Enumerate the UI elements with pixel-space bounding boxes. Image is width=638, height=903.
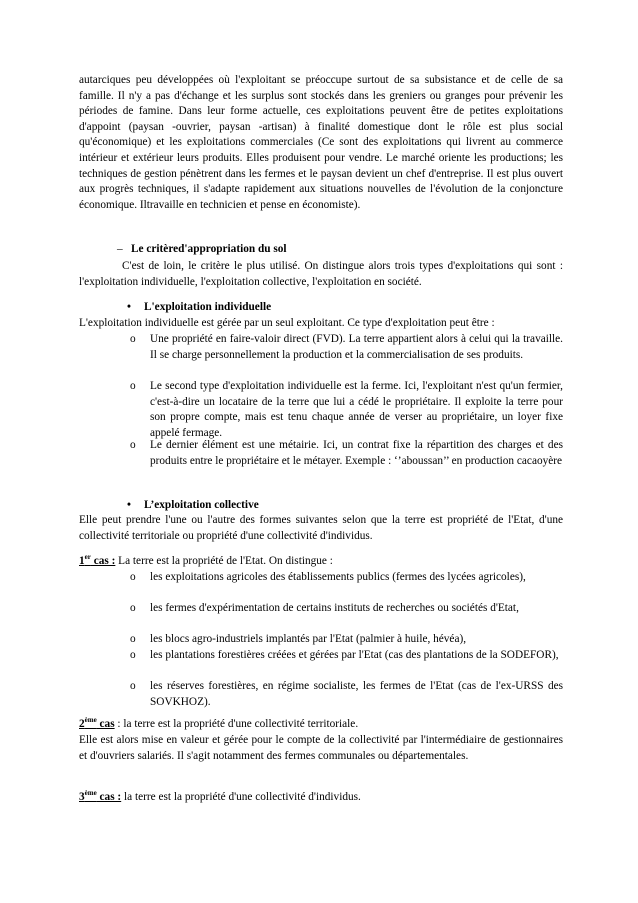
circle-marker: o	[130, 333, 136, 345]
collective-intro	[79, 513, 563, 544]
circle-marker: o	[130, 439, 136, 451]
list-item-text: Le second type d'exploitation individuelle est la ferme. Ici, l'exploitant n'est qu'un fermier, c'est-à-dire un locataire de la terre que lui a cédé le propriétaire. Il exploite la terre pour son propre compte, mais est tenu chaque année de verser au propriétaire, un loyer fixe appelé fermage.	[150, 380, 563, 439]
heading-collective-label: L’exploitation collective	[144, 499, 259, 511]
section-heading-sol-label: Le critèred'appropriation du sol	[131, 243, 287, 255]
heading-individuelle	[127, 300, 271, 316]
sol-text: C'est de loin, le critère le plus utilisé. On distingue alors trois types d'exploitations qui sont : l'exploitation individuelle, l'exploitation collective, l'exploitation en société.	[79, 260, 563, 288]
list-item	[130, 648, 563, 664]
list-item	[130, 438, 563, 469]
list-item	[130, 679, 563, 710]
individuelle-intro-text: L'exploitation individuelle est gérée par un seul exploitant. Ce type d'exploitation peut être :	[79, 317, 495, 329]
list-item	[130, 379, 563, 441]
list-item-text: les exploitations agricoles des établissements publics (fermes des lycées agricoles),	[150, 571, 526, 583]
list-item-text: les plantations forestières créées et gérées par l'Etat (cas des plantations de la SODEFOR),	[150, 649, 559, 661]
bullet-marker: •	[127, 499, 131, 511]
cas2-text: : la terre est la propriété d'une collectivité territoriale.	[114, 718, 359, 730]
cas3-text: la terre est la propriété d'une collectivité d'individus.	[121, 791, 361, 803]
circle-marker: o	[130, 571, 136, 583]
bullet-marker: •	[127, 301, 131, 313]
list-item-text: les fermes d'expérimentation de certains instituts de recherches ou sociétés d'Etat,	[150, 602, 519, 614]
intro-text: autarciques peu développées où l'exploitant se préoccupe surtout de sa subsistance et de celle de sa famille. Il n'y a pas d'échange et les surplus sont stockés dans les greniers ou granges pour prévenir les périodes de famine. Dans leur forme actuelle, ces exploitations peuvent être de petites exploitations d'appoint (paysan -ouvrier, paysan -artisan) à finalité domestique dont le rôle est plus social qu'économique) et les exploitations commerciales (Ce sont des exploitations qui livrent au commerce intérieur et extérieur leurs produits. Elles produisent pour vendre. Le marché oriente les productions; les techniques de gestion pénètrent dans les fermes et le paysan devient un chef d'entreprise. Il est plus ouvert aux progrès techniques, il s'adapte rapidement aux situations nouvelles de l'évolution de la conjoncture économique. Iltravaille en technicien et pense en économiste).	[79, 74, 563, 211]
list-item	[130, 332, 563, 363]
list-item	[130, 632, 563, 648]
sol-paragraph	[79, 259, 563, 290]
cas1-label: 1er cas :	[79, 553, 116, 567]
list-item-text: les réserves forestières, en régime socialiste, les fermes de l'Etat (cas de l'ex-URSS des SOVKHOZ).	[150, 680, 563, 708]
cas3-heading	[79, 790, 563, 806]
circle-marker: o	[130, 680, 136, 692]
circle-marker: o	[130, 602, 136, 614]
individuelle-intro	[79, 316, 563, 332]
cas2-paragraph-text: Elle est alors mise en valeur et gérée pour le compte de la collectivité par l'intermédiaire de gestionnaires et d'ouvriers salariés. Il s'agit notamment des fermes communales ou départementales.	[79, 734, 563, 762]
list-item	[130, 570, 563, 586]
cas3-label: 3ème cas :	[79, 789, 122, 803]
list-item-text: Le dernier élément est une métairie. Ici, un contrat fixe la répartition des charges et des produits entre le propriétaire et le métayer. Exemple : ‘’aboussan’’ en production cacaoyère	[150, 439, 563, 467]
cas2-paragraph	[79, 733, 563, 764]
cas2-label: 2ème cas	[79, 716, 115, 730]
circle-marker: o	[130, 633, 136, 645]
section-heading-sol	[117, 242, 287, 258]
list-item-text: Une propriété en faire-valoir direct (FVD). La terre appartient alors à celui qui la travaille. Il se charge personnellement la production et la commercialisation de ses produits.	[150, 333, 563, 361]
heading-individuelle-label: L'exploitation individuelle	[144, 301, 272, 313]
circle-marker: o	[130, 649, 136, 661]
cas2-heading	[79, 717, 563, 733]
circle-marker: o	[130, 380, 136, 392]
intro-paragraph	[79, 73, 563, 213]
heading-collective	[127, 498, 259, 514]
cas1-text: La terre est la propriété de l'Etat. On distingue :	[115, 555, 333, 567]
collective-intro-text: Elle peut prendre l'une ou l'autre des formes suivantes selon que la terre est propriété de l'Etat, d'une collectivité territoriale ou propriété d'une collectivité d'individus.	[79, 514, 563, 542]
cas1-heading	[79, 554, 563, 570]
dash-marker: –	[117, 243, 123, 255]
list-item	[130, 601, 563, 617]
list-item-text: les blocs agro-industriels implantés par l'Etat (palmier à huile, hévéa),	[150, 633, 467, 645]
